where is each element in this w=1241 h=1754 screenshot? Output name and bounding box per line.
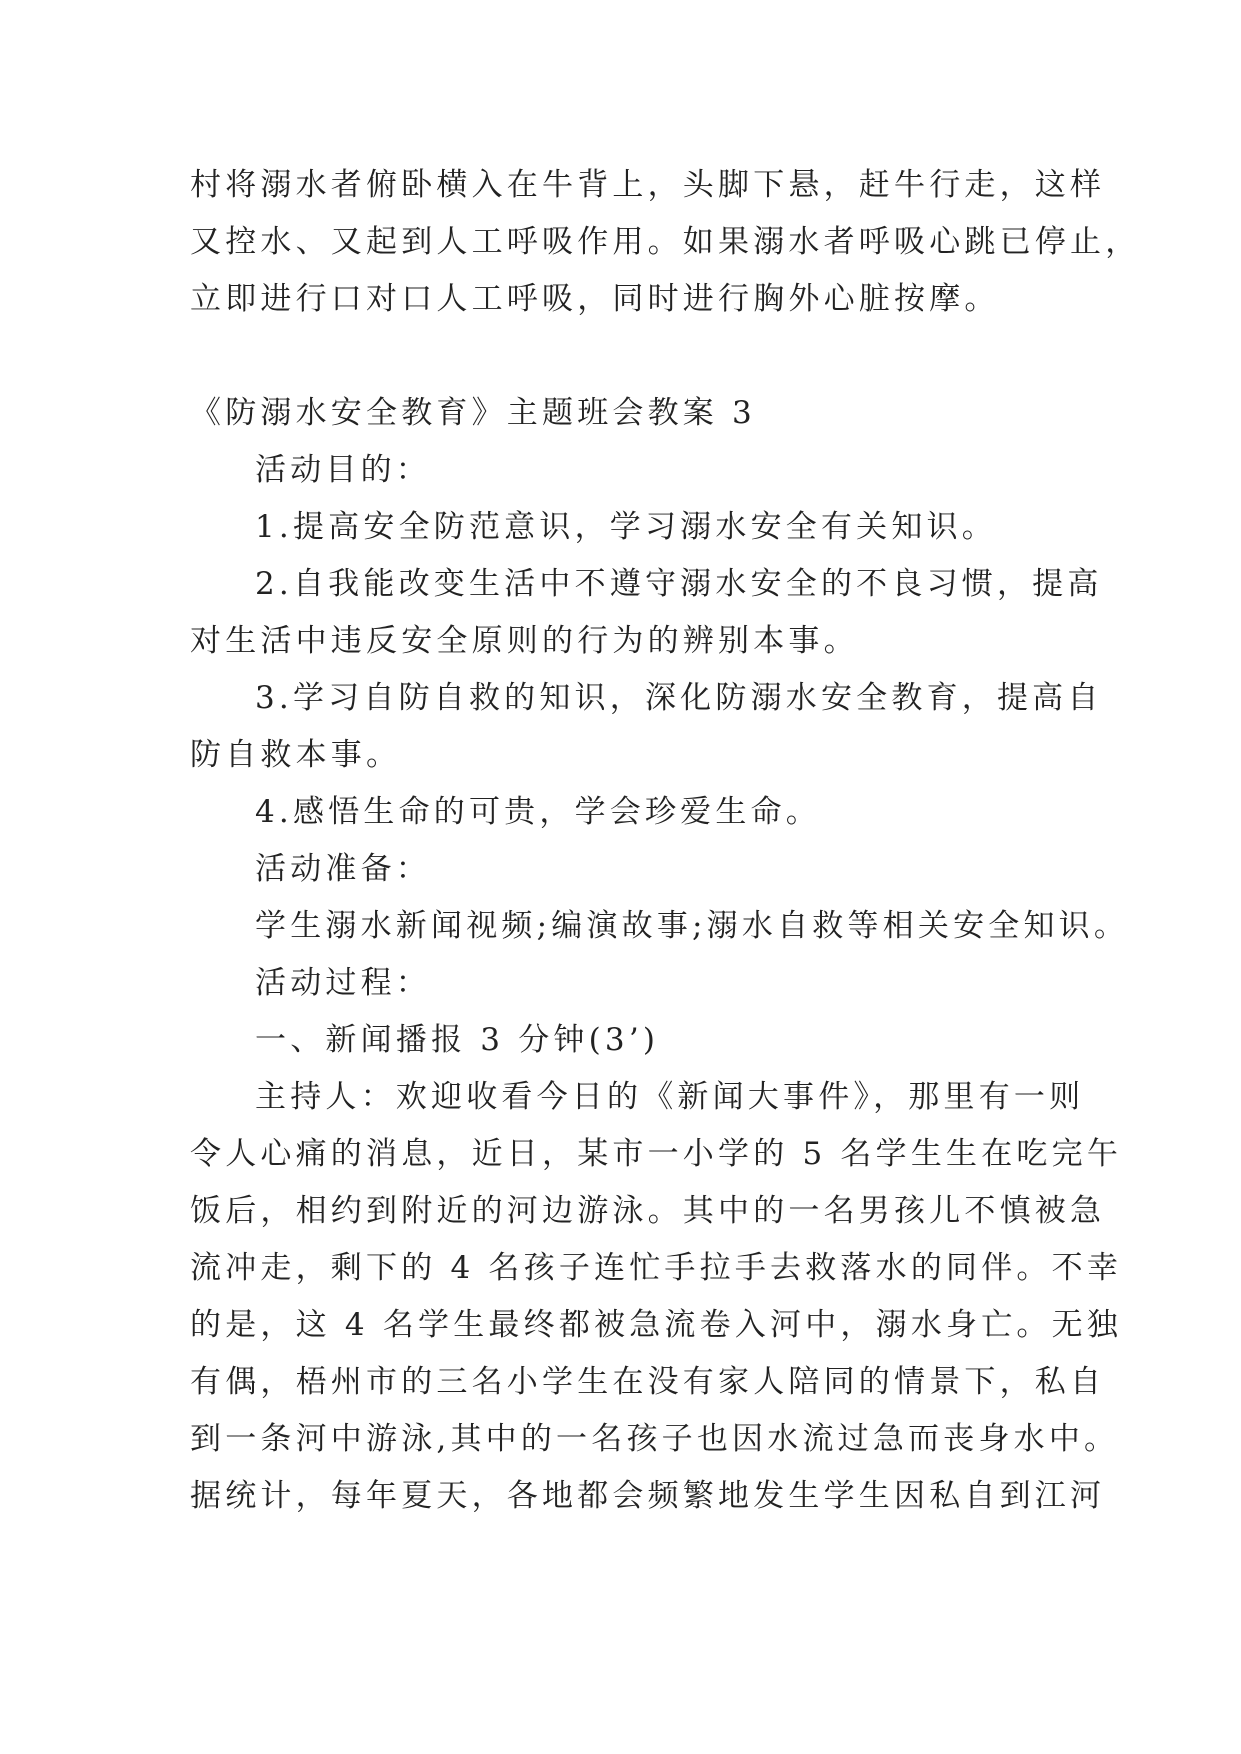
list-item: 1.提高安全防范意识，学习溺水安全有关知识。 (255, 509, 997, 545)
body-text-line: 据统计，每年夏天，各地都会频繁地发生学生因私自到江河 (190, 1478, 1106, 1514)
subheading-preparation: 活动准备： (255, 851, 431, 887)
section-heading: 《防溺水安全教育》主题班会教案 3 (190, 395, 756, 431)
body-text-line: 学生溺水新闻视频;编演故事;溺水自救等相关安全知识。 (255, 908, 1130, 944)
body-text-line: 流冲走，剩下的 4 名孩子连忙手拉手去救落水的同伴。不幸 (190, 1250, 1123, 1286)
list-item: 3.学习自防自救的知识，深化防溺水安全教育，提高自 (255, 680, 1103, 716)
body-text-line: 的是，这 4 名学生最终都被急流卷入河中，溺水身亡。无独 (190, 1307, 1123, 1343)
body-text-line: 对生活中违反安全原则的行为的辨别本事。 (190, 623, 859, 659)
list-item: 4.感悟生命的可贵，学会珍爱生命。 (255, 794, 821, 830)
body-text-line: 饭后，相约到附近的河边游泳。其中的一名男孩儿不慎被急 (190, 1193, 1106, 1229)
body-text-line: 到一条河中游泳,其中的一名孩子也因水流过急而丧身水中。 (190, 1421, 1120, 1457)
subheading-goals: 活动目的： (255, 452, 431, 488)
subheading-news: 一、新闻播报 3 分钟(3’) (255, 1022, 660, 1058)
subheading-process: 活动过程： (255, 965, 431, 1001)
body-text-line: 主持人：欢迎收看今日的《新闻大事件》，那里有一则 (255, 1079, 1085, 1115)
body-text-line: 令人心痛的消息，近日，某市一小学的 5 名学生生在吃完午 (190, 1136, 1123, 1172)
list-item: 2.自我能改变生活中不遵守溺水安全的不良习惯，提高 (255, 566, 1103, 602)
body-text-line: 村将溺水者俯卧横入在牛背上，头脚下悬，赶牛行走，这样 (190, 167, 1106, 203)
body-text-line: 立即进行口对口人工呼吸，同时进行胸外心脏按摩。 (190, 281, 1000, 317)
body-text-line: 防自救本事。 (190, 737, 402, 773)
body-text-line: 又控水、又起到人工呼吸作用。如果溺水者呼吸心跳已停止， (190, 224, 1141, 260)
body-text-line: 有偶，梧州市的三名小学生在没有家人陪同的情景下，私自 (190, 1364, 1106, 1400)
